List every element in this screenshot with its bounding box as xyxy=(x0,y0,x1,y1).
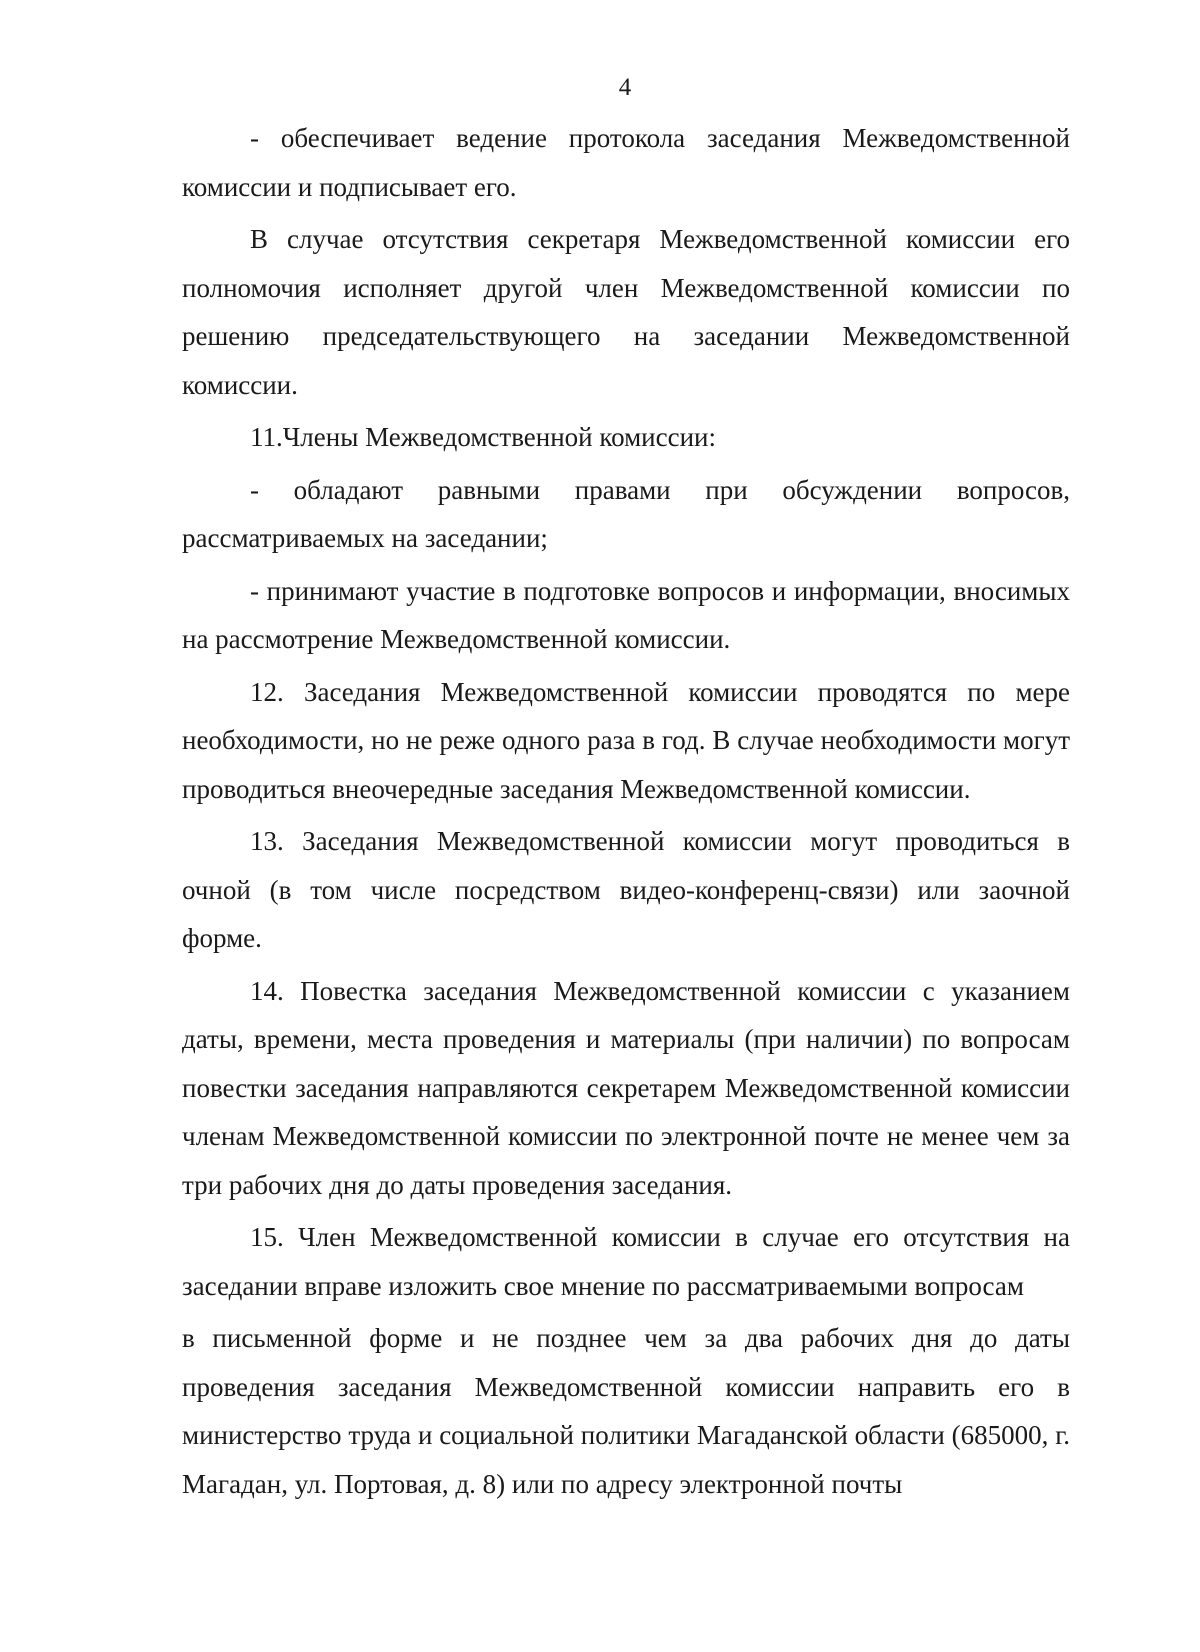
paragraph-15-member-opinion: 15. Член Межведомственной комиссии в случае его отсутствия на заседании вправе изложить свое мнение по рассматриваемыми вопросам xyxy=(182,1222,1070,1301)
paragraph-11-equal-rights: - обладают равными правами при обсуждении вопросов, рассматриваемых на заседании; xyxy=(182,474,1070,553)
page-number: 4 xyxy=(618,74,632,101)
paragraph-12-meetings: 12. Заседания Межведомственной комиссии проводятся по мере необходимости, но не реже одного раза в год. В случае необходимости могут проводиться внеочередные заседания Межведомственной комиссии. xyxy=(182,676,1070,804)
paragraph-secretary-duty: - обеспечивает ведение протокола заседания Межведомственной комиссии и подписывает его. xyxy=(182,123,1070,202)
paragraph-secretary-absence: В случае отсутствия секретаря Межведомственной комиссии его полномочия исполняет другой член Межведомственной комиссии по решению председательствующего на заседании Межведомственной комиссии. xyxy=(182,224,1070,400)
paragraph-15-continuation: в письменной форме и не позднее чем за два рабочих дня до даты проведения заседания Межведомственной комиссии направить его в министерство труда и социальной политики Магаданской области (685000, г. Магадан, ул. Портовая, д. 8) или по адресу электронной почты xyxy=(182,1323,1070,1499)
paragraph-11-participation: - принимают участие в подготовке вопросов и информации, вносимых на рассмотрение Межведомственной комиссии. xyxy=(182,575,1070,654)
paragraph-13-meeting-form: 13. Заседания Межведомственной комиссии могут проводиться в очной (в том числе посредством видео-конференц-связи) или заочной форме. xyxy=(182,826,1070,953)
paragraph-11-heading: 11.Члены Межведомственной комиссии: xyxy=(250,422,717,452)
paragraph-14-agenda: 14. Повестка заседания Межведомственной комиссии с указанием даты, времени, места проведения и материалы (при наличии) по вопросам повестки заседания направляются секретарем Межведомственной комиссии членам Межведомственной комиссии по электронной почте не менее чем за три рабочих дня до даты проведения заседания. xyxy=(182,975,1070,1200)
document-body xyxy=(182,114,1070,1512)
